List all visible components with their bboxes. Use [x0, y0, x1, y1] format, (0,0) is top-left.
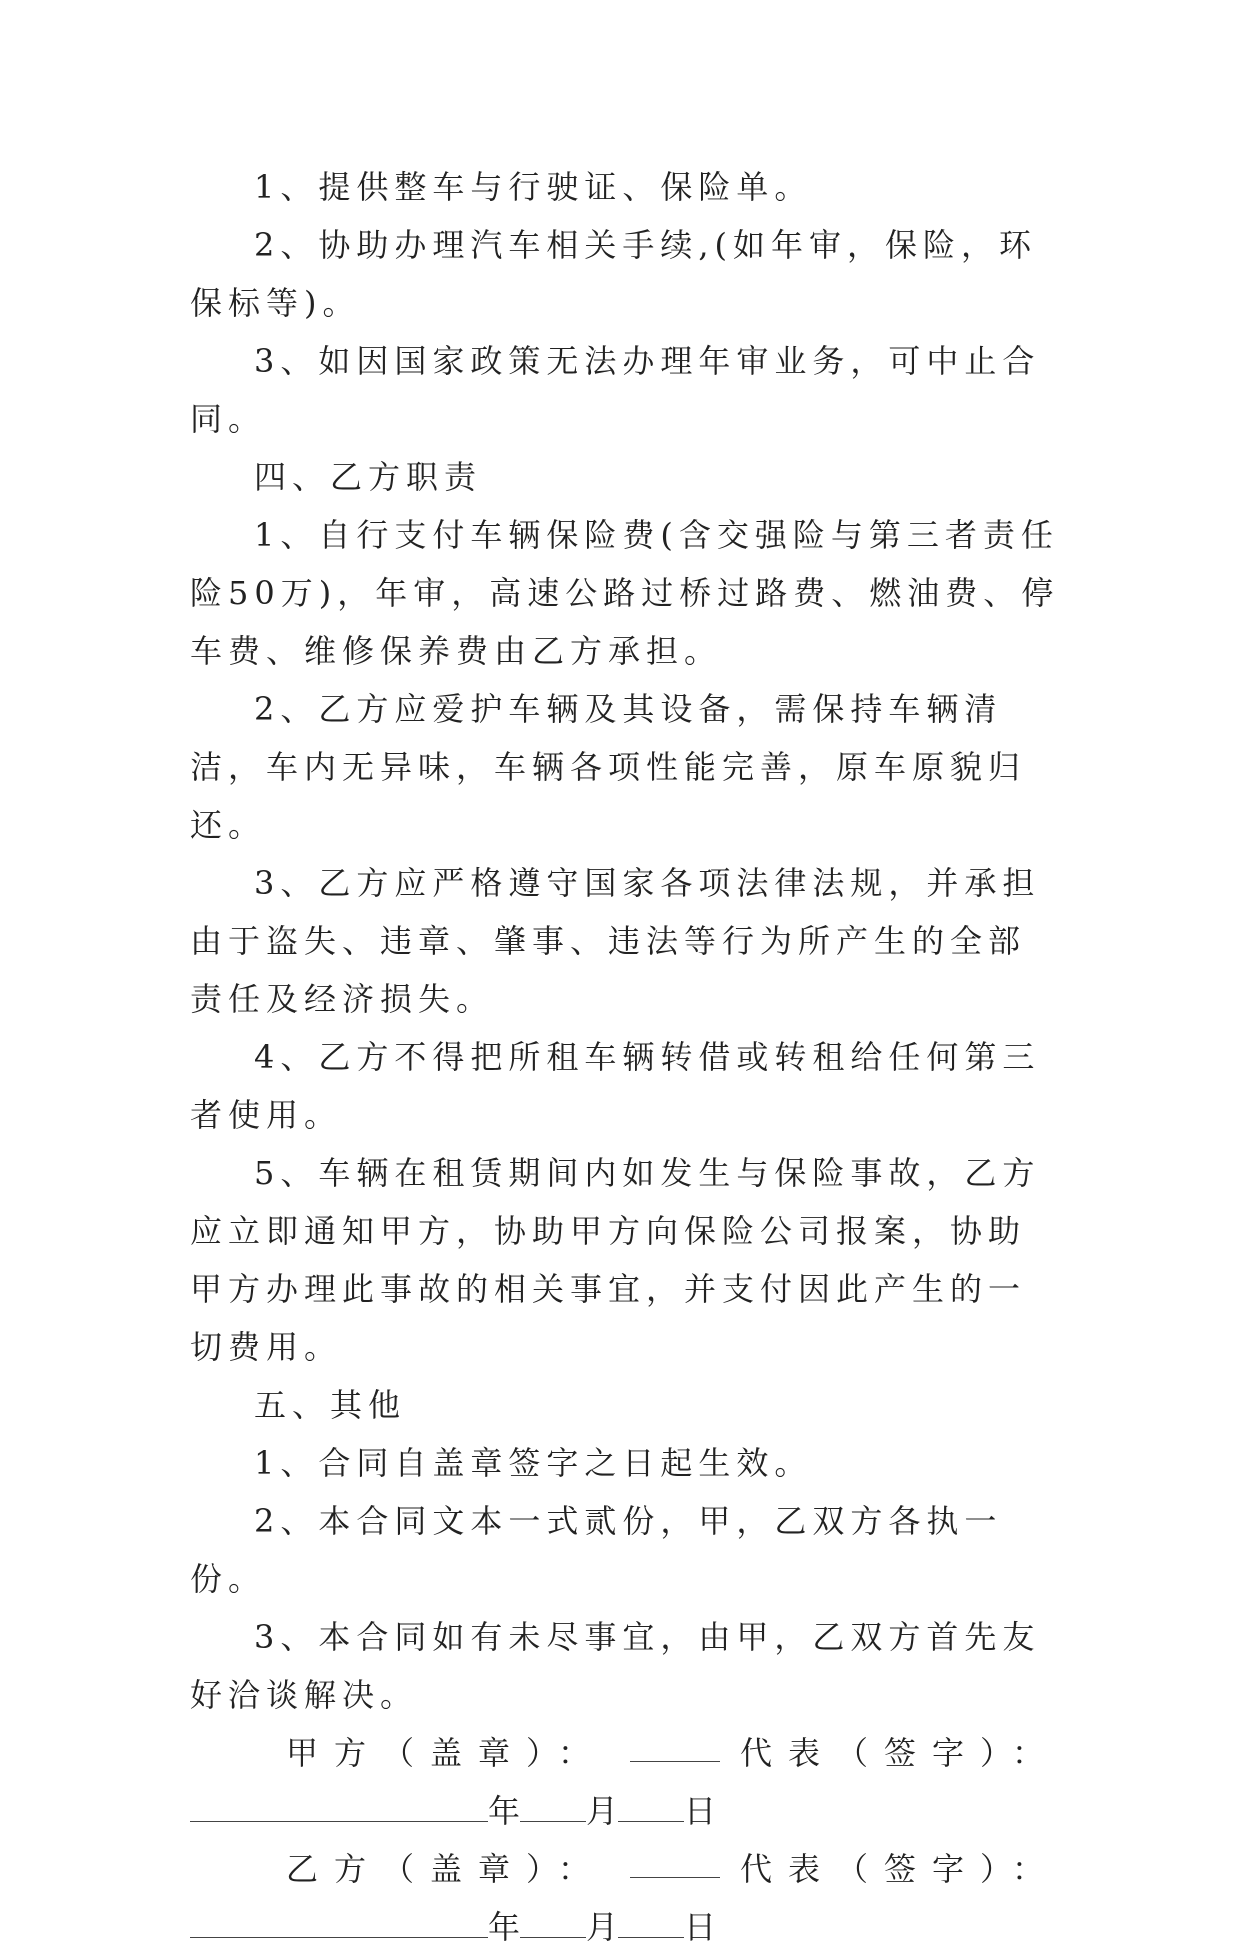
party-b-month-blank[interactable]	[520, 1907, 586, 1938]
party-b-year-label: 年	[488, 1908, 521, 1946]
party-a-month-label: 月	[586, 1792, 619, 1830]
party-a-day-label: 日	[684, 1792, 717, 1830]
clause-b-1: 1、自行支付车辆保险费(含交强险与第三者责任险50万)，年审，高速公路过桥过路费、燃油费、停车费、维修保养费由乙方承担。	[190, 516, 1060, 670]
clause-b-4: 4、乙方不得把所租车辆转借或转租给任何第三者使用。	[190, 1038, 1041, 1134]
party-a-date-line	[190, 1782, 1060, 1840]
clause-a-3: 3、如因国家政策无法办理年审业务，可中止合同。	[190, 342, 1041, 438]
party-b-signature-line	[190, 1840, 1060, 1898]
party-a-signature-line	[190, 1724, 1060, 1782]
party-b-day-blank[interactable]	[618, 1907, 684, 1938]
clause-a-1: 1、提供整车与行驶证、保险单。	[254, 168, 813, 206]
party-b-seal-label: 乙方（盖章）：	[286, 1850, 607, 1888]
party-a-month-blank[interactable]	[520, 1791, 586, 1822]
party-b-month-label: 月	[586, 1908, 619, 1946]
clause-c-1: 1、合同自盖章签字之日起生效。	[254, 1444, 813, 1482]
party-a-rep-signature-blank[interactable]	[190, 1791, 488, 1822]
clause-a-2: 2、协助办理汽车相关手续,(如年审，保险，环保标等)。	[190, 226, 1038, 322]
party-a-day-blank[interactable]	[618, 1791, 684, 1822]
party-a-year-label: 年	[488, 1792, 521, 1830]
clause-b-5: 5、车辆在租赁期间内如发生与保险事故，乙方应立即通知甲方，协助甲方向保险公司报案，协助甲方办理此事故的相关事宜，并支付因此产生的一切费用。	[190, 1154, 1041, 1366]
clause-c-2: 2、本合同文本一式贰份，甲，乙双方各执一份。	[190, 1502, 1003, 1598]
party-b-rep-label: 代表（签字）：	[739, 1850, 1060, 1888]
party-a-seal-label: 甲方（盖章）：	[286, 1734, 607, 1772]
party-b-rep-signature-blank[interactable]	[190, 1907, 488, 1938]
party-a-rep-label: 代表（签字）：	[739, 1734, 1060, 1772]
clause-b-2: 2、乙方应爱护车辆及其设备，需保持车辆清洁，车内无异味，车辆各项性能完善，原车原貌归还。	[190, 690, 1027, 844]
party-a-seal-blank[interactable]	[630, 1731, 720, 1762]
party-b-seal-blank[interactable]	[630, 1847, 720, 1878]
clause-b-3: 3、乙方应严格遵守国家各项法律法规，并承担由于盗失、违章、肇事、违法等行为所产生的全部责任及经济损失。	[190, 864, 1041, 1018]
party-b-date-line	[190, 1898, 1060, 1956]
section-heading-4: 四、乙方职责	[254, 458, 483, 496]
section-heading-5: 五、其他	[254, 1386, 407, 1424]
clause-c-3: 3、本合同如有未尽事宜，由甲，乙双方首先友好洽谈解决。	[190, 1618, 1041, 1714]
party-b-day-label: 日	[684, 1908, 717, 1946]
document-body	[190, 158, 1060, 1956]
